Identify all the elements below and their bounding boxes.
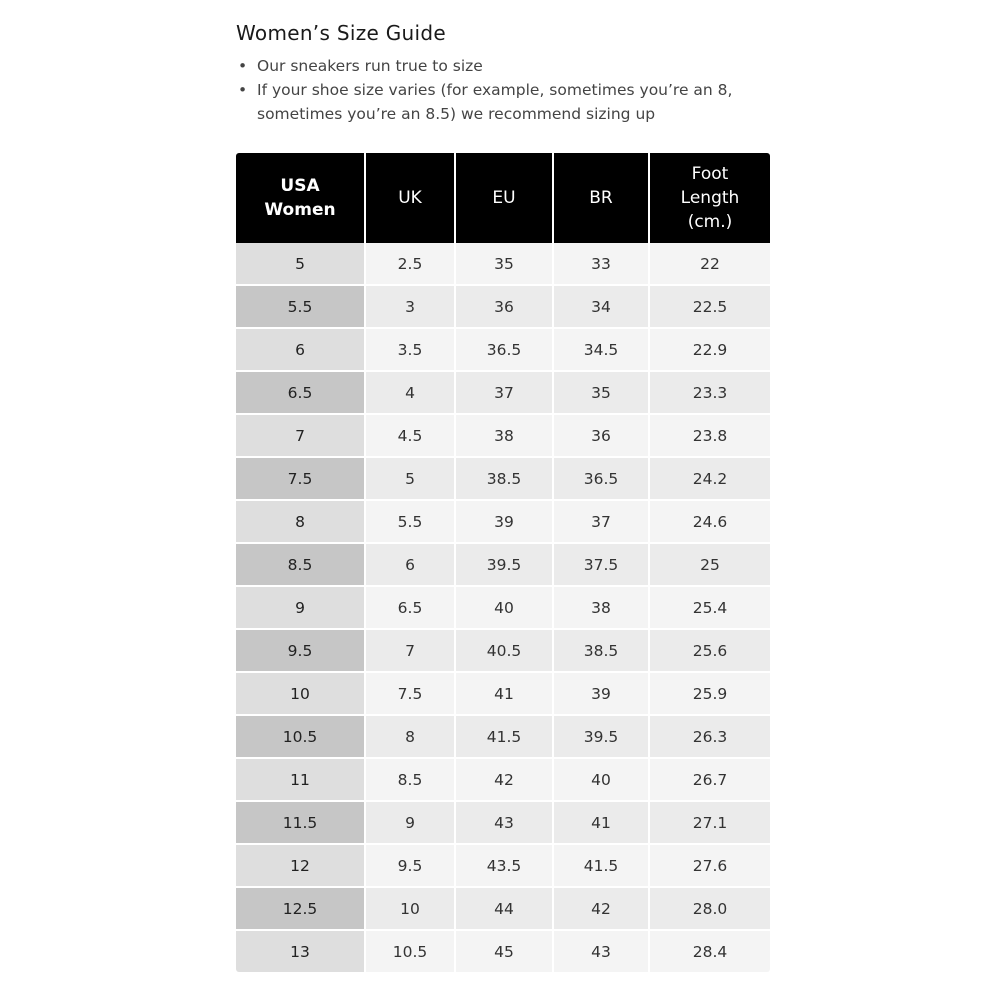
cell-eu-size: 36 [456, 286, 554, 329]
table-row [236, 630, 770, 673]
cell-foot-length-cm: 22.5 [650, 286, 770, 329]
cell-uk-size: 4.5 [366, 415, 456, 458]
table-row [236, 372, 770, 415]
table-row [236, 286, 770, 329]
cell-uk-size: 5.5 [366, 501, 456, 544]
cell-br-size: 41 [554, 802, 650, 845]
cell-uk-size: 6 [366, 544, 456, 587]
cell-eu-size: 38.5 [456, 458, 554, 501]
cell-br-size: 34.5 [554, 329, 650, 372]
cell-uk-size: 9 [366, 802, 456, 845]
cell-uk-size: 9.5 [366, 845, 456, 888]
column-header-line: Foot [691, 164, 729, 184]
cell-br-size: 38 [554, 587, 650, 630]
cell-usa-women-size: 6 [236, 329, 366, 372]
bullet-icon: • [238, 57, 248, 75]
size-note-item [236, 54, 757, 78]
column-header-line: USA [280, 176, 320, 196]
cell-usa-women-size: 10 [236, 673, 366, 716]
table-row [236, 415, 770, 458]
cell-uk-size: 7 [366, 630, 456, 673]
cell-foot-length-cm: 25 [650, 544, 770, 587]
cell-br-size: 43 [554, 931, 650, 972]
cell-foot-length-cm: 24.6 [650, 501, 770, 544]
cell-foot-length-cm: 25.9 [650, 673, 770, 716]
cell-foot-length-cm: 27.6 [650, 845, 770, 888]
table-row [236, 243, 770, 286]
cell-br-size: 39 [554, 673, 650, 716]
cell-uk-size: 4 [366, 372, 456, 415]
column-header-line: UK [398, 188, 422, 208]
cell-foot-length-cm: 27.1 [650, 802, 770, 845]
table-row [236, 888, 770, 931]
cell-foot-length-cm: 26.3 [650, 716, 770, 759]
cell-uk-size: 3.5 [366, 329, 456, 372]
column-header-foot-length [650, 153, 770, 243]
cell-br-size: 37.5 [554, 544, 650, 587]
cell-foot-length-cm: 22.9 [650, 329, 770, 372]
cell-usa-women-size: 13 [236, 931, 366, 972]
table-row [236, 759, 770, 802]
cell-usa-women-size: 7.5 [236, 458, 366, 501]
table-row [236, 501, 770, 544]
column-header-line: (cm.) [687, 212, 733, 232]
cell-usa-women-size: 9.5 [236, 630, 366, 673]
size-note-text: Our sneakers run true to size [257, 57, 483, 75]
cell-foot-length-cm: 25.6 [650, 630, 770, 673]
cell-foot-length-cm: 22 [650, 243, 770, 286]
table-row [236, 673, 770, 716]
cell-eu-size: 35 [456, 243, 554, 286]
cell-br-size: 34 [554, 286, 650, 329]
cell-br-size: 36.5 [554, 458, 650, 501]
cell-eu-size: 38 [456, 415, 554, 458]
cell-uk-size: 7.5 [366, 673, 456, 716]
cell-usa-women-size: 6.5 [236, 372, 366, 415]
cell-usa-women-size: 12.5 [236, 888, 366, 931]
cell-br-size: 41.5 [554, 845, 650, 888]
column-header-line: Women [264, 200, 336, 220]
column-header-line: EU [492, 188, 516, 208]
cell-usa-women-size: 12 [236, 845, 366, 888]
table-row [236, 716, 770, 759]
column-header-line: BR [589, 188, 613, 208]
table-row [236, 931, 770, 972]
column-header-line: Length [680, 188, 740, 208]
cell-usa-women-size: 9 [236, 587, 366, 630]
table-header-row [236, 153, 770, 243]
table-row [236, 802, 770, 845]
cell-foot-length-cm: 23.3 [650, 372, 770, 415]
cell-br-size: 37 [554, 501, 650, 544]
cell-eu-size: 43.5 [456, 845, 554, 888]
cell-foot-length-cm: 26.7 [650, 759, 770, 802]
cell-eu-size: 41 [456, 673, 554, 716]
cell-foot-length-cm: 28.0 [650, 888, 770, 931]
table-header [236, 153, 770, 243]
cell-br-size: 36 [554, 415, 650, 458]
table-row [236, 458, 770, 501]
cell-eu-size: 39 [456, 501, 554, 544]
table-row [236, 845, 770, 888]
cell-uk-size: 3 [366, 286, 456, 329]
cell-eu-size: 44 [456, 888, 554, 931]
cell-eu-size: 39.5 [456, 544, 554, 587]
cell-br-size: 42 [554, 888, 650, 931]
table-row [236, 587, 770, 630]
cell-eu-size: 40.5 [456, 630, 554, 673]
column-header-br [554, 153, 650, 243]
cell-eu-size: 42 [456, 759, 554, 802]
cell-usa-women-size: 5.5 [236, 286, 366, 329]
cell-br-size: 40 [554, 759, 650, 802]
cell-usa-women-size: 8 [236, 501, 366, 544]
cell-foot-length-cm: 25.4 [650, 587, 770, 630]
cell-eu-size: 41.5 [456, 716, 554, 759]
cell-uk-size: 8.5 [366, 759, 456, 802]
bullet-icon: • [238, 81, 248, 99]
cell-eu-size: 40 [456, 587, 554, 630]
cell-usa-women-size: 10.5 [236, 716, 366, 759]
cell-br-size: 38.5 [554, 630, 650, 673]
size-note-item [236, 78, 757, 126]
cell-uk-size: 6.5 [366, 587, 456, 630]
cell-uk-size: 8 [366, 716, 456, 759]
size-note-text: If your shoe size varies (for example, sometimes you’re an 8, sometimes you’re an 8.5) we recommend sizing up [257, 81, 733, 123]
cell-uk-size: 10.5 [366, 931, 456, 972]
size-notes-list [236, 54, 776, 126]
cell-br-size: 33 [554, 243, 650, 286]
cell-foot-length-cm: 23.8 [650, 415, 770, 458]
column-header-eu [456, 153, 554, 243]
cell-eu-size: 37 [456, 372, 554, 415]
table-row [236, 329, 770, 372]
cell-usa-women-size: 7 [236, 415, 366, 458]
cell-uk-size: 10 [366, 888, 456, 931]
size-guide-intro [236, 18, 776, 126]
column-header-usa-women [236, 153, 366, 243]
column-header-uk [366, 153, 456, 243]
cell-usa-women-size: 8.5 [236, 544, 366, 587]
cell-foot-length-cm: 28.4 [650, 931, 770, 972]
cell-eu-size: 43 [456, 802, 554, 845]
cell-foot-length-cm: 24.2 [650, 458, 770, 501]
cell-eu-size: 45 [456, 931, 554, 972]
cell-usa-women-size: 11.5 [236, 802, 366, 845]
cell-uk-size: 5 [366, 458, 456, 501]
cell-eu-size: 36.5 [456, 329, 554, 372]
table-body [236, 243, 770, 972]
cell-uk-size: 2.5 [366, 243, 456, 286]
cell-usa-women-size: 11 [236, 759, 366, 802]
table-row [236, 544, 770, 587]
size-conversion-table [236, 153, 770, 972]
page-title: Women’s Size Guide [236, 21, 446, 45]
cell-usa-women-size: 5 [236, 243, 366, 286]
cell-br-size: 39.5 [554, 716, 650, 759]
cell-br-size: 35 [554, 372, 650, 415]
